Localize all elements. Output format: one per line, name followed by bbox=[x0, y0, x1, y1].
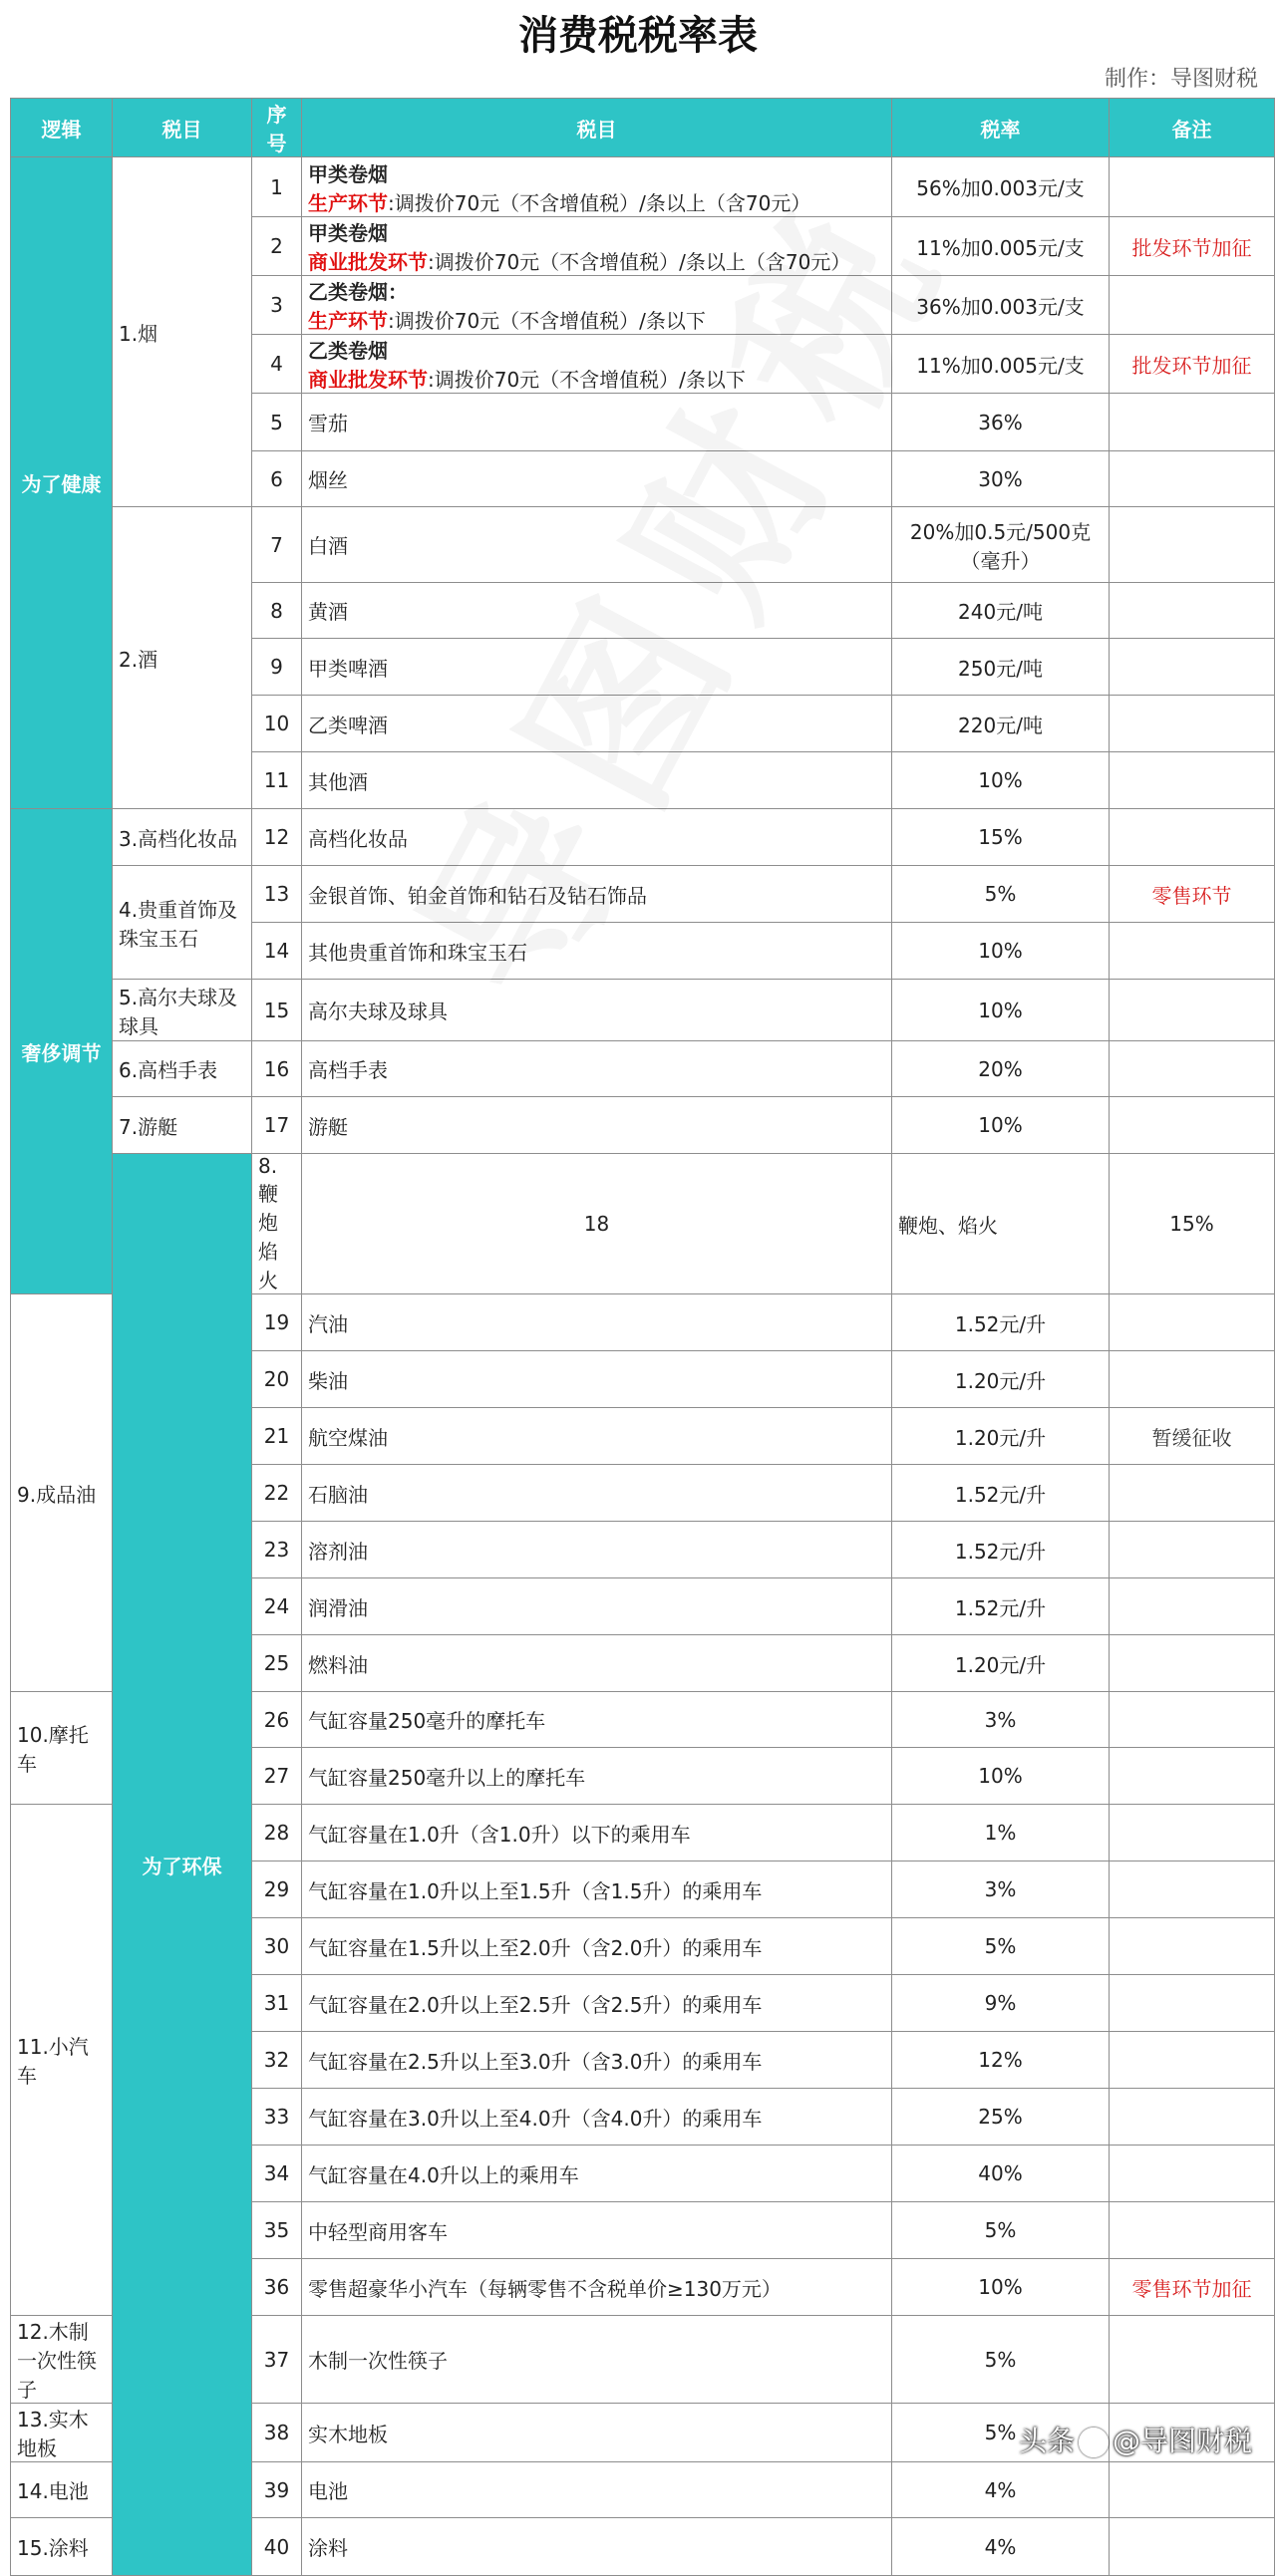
item-name: 乙类卷烟 bbox=[308, 339, 388, 363]
rate-cell: 1% bbox=[892, 1805, 1110, 1861]
item-cell: 白酒 bbox=[302, 507, 892, 583]
header-row bbox=[11, 99, 1275, 157]
category-motorcycle: 10.摩托车 bbox=[11, 1692, 113, 1805]
note-cell: 批发环节加征 bbox=[1110, 217, 1275, 276]
category-battery: 14.电池 bbox=[11, 2462, 113, 2518]
rate-cell: 9% bbox=[892, 1975, 1110, 2032]
header-rate: 税率 bbox=[892, 99, 1110, 157]
table-row bbox=[11, 866, 1275, 923]
seq-cell: 35 bbox=[252, 2202, 302, 2259]
item-cell: 气缸容量在2.0升以上至2.5升（含2.5升）的乘用车 bbox=[302, 1975, 892, 2032]
seq-cell: 4 bbox=[252, 335, 302, 394]
rate-cell: 15% bbox=[1110, 1154, 1275, 1294]
seq-cell: 26 bbox=[252, 1692, 302, 1748]
note-cell bbox=[1110, 639, 1275, 696]
seq-cell: 16 bbox=[252, 1041, 302, 1097]
item-cell: 气缸容量在3.0升以上至4.0升（含4.0升）的乘用车 bbox=[302, 2089, 892, 2146]
seq-cell: 6 bbox=[252, 451, 302, 507]
page-title: 消费税税率表 bbox=[518, 13, 758, 59]
seq-cell: 39 bbox=[252, 2462, 302, 2518]
author-byline: 制作：导图财税 bbox=[1104, 67, 1258, 92]
note-cell bbox=[1110, 276, 1275, 335]
table-row bbox=[11, 980, 1275, 1041]
seq-cell: 33 bbox=[252, 2089, 302, 2146]
item-cell: 雪茄 bbox=[302, 394, 892, 451]
note-cell bbox=[1110, 1748, 1275, 1805]
item-cell: 气缸容量250毫升的摩托车 bbox=[302, 1692, 892, 1748]
note-cell bbox=[1110, 2462, 1275, 2518]
rate-cell: 3% bbox=[892, 1861, 1110, 1918]
rate-cell: 1.52元/升 bbox=[892, 1578, 1110, 1635]
note-cell: 零售环节 bbox=[1110, 866, 1275, 923]
table-row bbox=[11, 1041, 1275, 1097]
item-cell: 金银首饰、铂金首饰和钻石及钻石饰品 bbox=[302, 866, 892, 923]
item-cell: 电池 bbox=[302, 2462, 892, 2518]
seq-cell: 19 bbox=[252, 1294, 302, 1351]
seq-cell: 37 bbox=[252, 2316, 302, 2404]
rate-cell: 20%加0.5元/500克（毫升） bbox=[892, 507, 1110, 583]
seq-cell: 8 bbox=[252, 583, 302, 639]
rate-cell: 250元/吨 bbox=[892, 639, 1110, 696]
note-cell bbox=[1110, 1097, 1275, 1154]
item-cell: 实木地板 bbox=[302, 2404, 892, 2462]
header-category: 税目 bbox=[113, 99, 252, 157]
item-stage: 生产环节 bbox=[308, 190, 388, 215]
item-cell bbox=[302, 157, 892, 217]
seq-cell: 10 bbox=[252, 696, 302, 752]
item-desc: :调拨价70元（不含增值税）/条以上（含70元） bbox=[428, 250, 851, 274]
category-flooring: 13.实木地板 bbox=[11, 2404, 113, 2462]
rate-cell: 12% bbox=[892, 2032, 1110, 2089]
logic-health: 为了健康 bbox=[11, 157, 113, 809]
note-cell bbox=[1110, 2316, 1275, 2404]
item-cell: 高档化妆品 bbox=[302, 809, 892, 866]
category-jewelry: 4.贵重首饰及珠宝玉石 bbox=[113, 866, 252, 980]
seq-cell: 34 bbox=[252, 2146, 302, 2202]
rate-cell: 11%加0.005元/支 bbox=[892, 335, 1110, 394]
seq-cell: 22 bbox=[252, 1465, 302, 1522]
category-oil: 9.成品油 bbox=[11, 1294, 113, 1692]
header-item: 税目 bbox=[302, 99, 892, 157]
rate-cell: 10% bbox=[892, 2259, 1110, 2316]
note-cell bbox=[1110, 1805, 1275, 1861]
rate-cell: 4% bbox=[892, 2462, 1110, 2518]
rate-cell: 5% bbox=[892, 866, 1110, 923]
rate-cell: 240元/吨 bbox=[892, 583, 1110, 639]
seq-cell: 31 bbox=[252, 1975, 302, 2032]
item-cell: 零售超豪华小汽车（每辆零售不含税单价≥130万元） bbox=[302, 2259, 892, 2316]
note-cell bbox=[1110, 2518, 1275, 2576]
rate-cell: 3% bbox=[892, 1692, 1110, 1748]
seq-cell: 15 bbox=[252, 980, 302, 1041]
item-stage: 商业批发环节 bbox=[308, 250, 428, 274]
item-name: 乙类卷烟： bbox=[308, 280, 408, 304]
seq-cell: 3 bbox=[252, 276, 302, 335]
category-yacht: 7.游艇 bbox=[113, 1097, 252, 1154]
seq-cell: 9 bbox=[252, 639, 302, 696]
item-cell: 中轻型商用客车 bbox=[302, 2202, 892, 2259]
seq-cell: 20 bbox=[252, 1351, 302, 1408]
item-stage: 商业批发环节 bbox=[308, 368, 428, 392]
note-cell bbox=[1110, 2032, 1275, 2089]
table-row bbox=[11, 809, 1275, 866]
item-cell: 烟丝 bbox=[302, 451, 892, 507]
item-cell: 其他酒 bbox=[302, 752, 892, 809]
table-row bbox=[11, 1097, 1275, 1154]
note-cell bbox=[1110, 1975, 1275, 2032]
seq-cell: 7 bbox=[252, 507, 302, 583]
item-cell bbox=[302, 217, 892, 276]
rate-cell: 10% bbox=[892, 980, 1110, 1041]
item-desc: :调拨价70元（不含增值税）/条以上（含70元） bbox=[388, 190, 811, 215]
tax-rate-table bbox=[10, 98, 1275, 2576]
note-cell bbox=[1110, 1692, 1275, 1748]
seq-cell: 38 bbox=[252, 2404, 302, 2462]
category-fireworks: 8.鞭炮焰火 bbox=[252, 1154, 302, 1294]
rate-cell: 10% bbox=[892, 923, 1110, 980]
note-cell bbox=[1110, 2146, 1275, 2202]
seq-cell: 29 bbox=[252, 1861, 302, 1918]
rate-cell: 1.52元/升 bbox=[892, 1294, 1110, 1351]
item-cell: 气缸容量250毫升以上的摩托车 bbox=[302, 1748, 892, 1805]
category-watch: 6.高档手表 bbox=[113, 1041, 252, 1097]
table-row bbox=[11, 157, 1275, 217]
rate-cell: 10% bbox=[892, 752, 1110, 809]
rate-cell: 20% bbox=[892, 1041, 1110, 1097]
rate-cell: 56%加0.003元/支 bbox=[892, 157, 1110, 217]
note-cell bbox=[1110, 157, 1275, 217]
item-cell: 其他贵重首饰和珠宝玉石 bbox=[302, 923, 892, 980]
seq-cell: 17 bbox=[252, 1097, 302, 1154]
item-cell: 黄酒 bbox=[302, 583, 892, 639]
item-stage: 生产环节 bbox=[308, 309, 388, 333]
item-desc: :调拨价70元（不含增值税）/条以下 bbox=[388, 309, 706, 333]
footer-brand bbox=[1019, 2424, 1252, 2459]
seq-cell: 13 bbox=[252, 866, 302, 923]
item-cell: 涂料 bbox=[302, 2518, 892, 2576]
seq-cell: 5 bbox=[252, 394, 302, 451]
item-name: 甲类卷烟 bbox=[308, 221, 388, 245]
item-name: 甲类卷烟 bbox=[308, 161, 388, 186]
item-cell: 游艇 bbox=[302, 1097, 892, 1154]
item-cell: 气缸容量在1.0升以上至1.5升（含1.5升）的乘用车 bbox=[302, 1861, 892, 1918]
item-cell: 汽油 bbox=[302, 1294, 892, 1351]
item-cell: 石脑油 bbox=[302, 1465, 892, 1522]
note-cell bbox=[1110, 1522, 1275, 1578]
rate-cell: 5% bbox=[892, 1918, 1110, 1975]
note-cell bbox=[1110, 1294, 1275, 1351]
logic-luxury: 奢侈调节 bbox=[11, 809, 113, 1294]
table-row bbox=[11, 507, 1275, 583]
table-row bbox=[11, 1154, 1275, 1294]
note-cell bbox=[1110, 2202, 1275, 2259]
category-golf: 5.高尔夫球及球具 bbox=[113, 980, 252, 1041]
seq-cell: 1 bbox=[252, 157, 302, 217]
seq-cell: 12 bbox=[252, 809, 302, 866]
note-cell: 批发环节加征 bbox=[1110, 335, 1275, 394]
item-cell: 高档手表 bbox=[302, 1041, 892, 1097]
seq-cell: 30 bbox=[252, 1918, 302, 1975]
item-cell: 木制一次性筷子 bbox=[302, 2316, 892, 2404]
rate-cell: 5% bbox=[892, 2316, 1110, 2404]
rate-cell: 1.52元/升 bbox=[892, 1522, 1110, 1578]
brand-circle-icon bbox=[1079, 2428, 1109, 2457]
category-car: 11.小汽车 bbox=[11, 1805, 113, 2316]
note-cell: 零售环节加征 bbox=[1110, 2259, 1275, 2316]
note-cell bbox=[1110, 809, 1275, 866]
rate-cell: 30% bbox=[892, 451, 1110, 507]
item-cell: 高尔夫球及球具 bbox=[302, 980, 892, 1041]
note-cell bbox=[1110, 752, 1275, 809]
item-cell: 润滑油 bbox=[302, 1578, 892, 1635]
seq-cell: 14 bbox=[252, 923, 302, 980]
seq-cell: 28 bbox=[252, 1805, 302, 1861]
note-cell bbox=[1110, 696, 1275, 752]
note-cell bbox=[1110, 923, 1275, 980]
seq-cell: 32 bbox=[252, 2032, 302, 2089]
item-cell: 气缸容量在2.5升以上至3.0升（含3.0升）的乘用车 bbox=[302, 2032, 892, 2089]
note-cell bbox=[1110, 2089, 1275, 2146]
note-cell bbox=[1110, 1578, 1275, 1635]
note-cell: 暂缓征收 bbox=[1110, 1408, 1275, 1465]
item-cell: 鞭炮、焰火 bbox=[892, 1154, 1110, 1294]
item-desc: :调拨价70元（不含增值税）/条以下 bbox=[428, 368, 746, 392]
item-cell: 气缸容量在1.5升以上至2.0升（含2.0升）的乘用车 bbox=[302, 1918, 892, 1975]
header-seq: 序号 bbox=[252, 99, 302, 157]
seq-cell: 25 bbox=[252, 1635, 302, 1692]
seq-cell: 40 bbox=[252, 2518, 302, 2576]
category-paint: 15.涂料 bbox=[11, 2518, 113, 2576]
logic-environment: 为了环保 bbox=[113, 1154, 252, 2576]
seq-cell: 21 bbox=[252, 1408, 302, 1465]
rate-cell: 15% bbox=[892, 809, 1110, 866]
header-logic: 逻辑 bbox=[11, 99, 113, 157]
rate-cell: 220元/吨 bbox=[892, 696, 1110, 752]
item-cell: 气缸容量在4.0升以上的乘用车 bbox=[302, 2146, 892, 2202]
note-cell bbox=[1110, 1635, 1275, 1692]
footer-name: @导图财税 bbox=[1112, 2425, 1252, 2457]
rate-cell: 1.20元/升 bbox=[892, 1408, 1110, 1465]
note-cell bbox=[1110, 1465, 1275, 1522]
note-cell bbox=[1110, 1861, 1275, 1918]
seq-cell: 27 bbox=[252, 1748, 302, 1805]
rate-cell: 5% bbox=[892, 2404, 1110, 2462]
category-liquor: 2.酒 bbox=[113, 507, 252, 809]
seq-cell: 23 bbox=[252, 1522, 302, 1578]
rate-cell: 11%加0.005元/支 bbox=[892, 217, 1110, 276]
note-cell bbox=[1110, 507, 1275, 583]
item-cell: 气缸容量在1.0升（含1.0升）以下的乘用车 bbox=[302, 1805, 892, 1861]
note-cell bbox=[1110, 1351, 1275, 1408]
item-cell: 航空煤油 bbox=[302, 1408, 892, 1465]
rate-cell: 1.20元/升 bbox=[892, 1351, 1110, 1408]
category-chopsticks: 12.木制一次性筷子 bbox=[11, 2316, 113, 2404]
note-cell bbox=[1110, 583, 1275, 639]
note-cell bbox=[1110, 451, 1275, 507]
item-cell: 柴油 bbox=[302, 1351, 892, 1408]
seq-cell: 11 bbox=[252, 752, 302, 809]
item-cell: 乙类啤酒 bbox=[302, 696, 892, 752]
seq-cell: 24 bbox=[252, 1578, 302, 1635]
note-cell bbox=[1110, 980, 1275, 1041]
seq-cell: 18 bbox=[302, 1154, 892, 1294]
item-cell: 溶剂油 bbox=[302, 1522, 892, 1578]
rate-cell: 10% bbox=[892, 1097, 1110, 1154]
rate-cell: 10% bbox=[892, 1748, 1110, 1805]
category-cosmetics: 3.高档化妆品 bbox=[113, 809, 252, 866]
header-note: 备注 bbox=[1110, 99, 1275, 157]
rate-cell: 36% bbox=[892, 394, 1110, 451]
note-cell bbox=[1110, 394, 1275, 451]
rate-cell: 36%加0.003元/支 bbox=[892, 276, 1110, 335]
item-cell: 燃料油 bbox=[302, 1635, 892, 1692]
category-tobacco: 1.烟 bbox=[113, 157, 252, 507]
rate-cell: 1.20元/升 bbox=[892, 1635, 1110, 1692]
rate-cell: 1.52元/升 bbox=[892, 1465, 1110, 1522]
note-cell bbox=[1110, 1041, 1275, 1097]
seq-cell: 2 bbox=[252, 217, 302, 276]
item-cell bbox=[302, 335, 892, 394]
rate-cell: 25% bbox=[892, 2089, 1110, 2146]
rate-cell: 5% bbox=[892, 2202, 1110, 2259]
item-cell bbox=[302, 276, 892, 335]
rate-cell: 4% bbox=[892, 2518, 1110, 2576]
rate-cell: 40% bbox=[892, 2146, 1110, 2202]
footer-prefix: 头条 bbox=[1018, 2425, 1075, 2457]
note-cell bbox=[1110, 1918, 1275, 1975]
item-cell: 甲类啤酒 bbox=[302, 639, 892, 696]
seq-cell: 36 bbox=[252, 2259, 302, 2316]
